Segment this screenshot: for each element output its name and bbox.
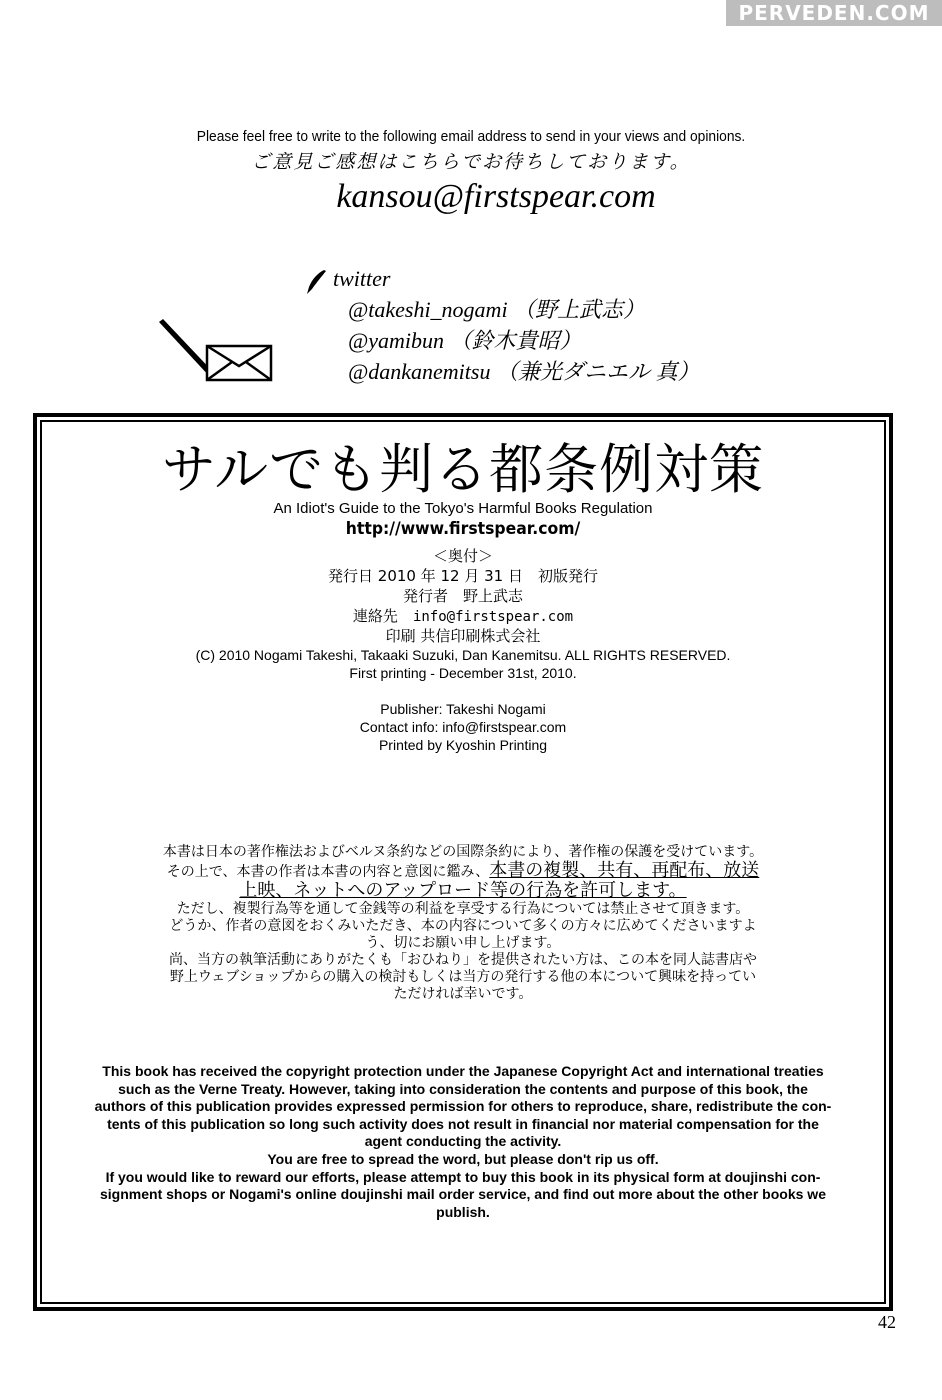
notice-en-line: signment shops or Nogami's online doujinshi mail order service, and find out more about the other books we (100, 1186, 826, 1203)
issue-date-line (40, 566, 886, 586)
notice-ja-line: 尚、当方の執筆活動にありがたくも「おひねり」を提供されたい方は、この本を同人誌書店や (169, 952, 757, 968)
okuzuke-header: ＜奥付＞ (432, 547, 493, 565)
notice-ja-line (40, 861, 886, 881)
notice-ja-text: その上で、本書の作者は本書の内容と意図に鑑み、 (166, 864, 490, 880)
copyright-notice-ja (40, 844, 886, 1003)
book-title-en: An Idiot's Guide to the Tokyo's Harmful Books Regulation (273, 500, 653, 517)
pen-and-envelope-icon (157, 318, 275, 384)
issue-date-label: 発行日 (328, 567, 374, 585)
copyright-notice-en (64, 1063, 862, 1221)
pen-nib-icon (305, 269, 327, 295)
site-watermark: PERVEDEN.COM (726, 0, 942, 26)
twitter-account-3: @dankanemitsu （兼光ダニエル 真） (348, 359, 700, 384)
notice-en-line: such as the Verne Treaty. However, taking into consideration the contents and purpose of this book, the (118, 1080, 808, 1097)
notice-ja-line: ただければ幸いです。 (393, 986, 533, 1002)
publisher-label: 発行者 (402, 587, 448, 605)
website-url: http://www.firstspear.com/ (345, 519, 581, 539)
issue-date-value: 2010 年 12 月 31 日 初版発行 (377, 567, 598, 585)
printing-value: 共信印刷株式会社 (420, 627, 541, 645)
publisher-value: 野上武志 (463, 587, 524, 605)
twitter-account-1: @takeshi_nogami （野上武志） (348, 297, 646, 322)
notice-ja-line: う、切にお願い申し上げます。 (365, 935, 561, 951)
notice-ja-emphasis: 上映、ネットへのアップロード等の行為を許可します。 (239, 880, 687, 901)
notice-ja-line: 野上ウェブショップからの購入の検討もしくは当方の発行する他の本について興味を持ってい (169, 969, 757, 985)
contact-email: kansou@firstspear.com (336, 178, 656, 215)
printing-line (40, 626, 886, 646)
notice-en-line: You are free to spread the word, but please don't rip us off. (267, 1150, 659, 1167)
notice-ja-emphasis: 本書の複製、共有、再配布、放送 (489, 860, 760, 881)
contact-en-line: Contact info: info@firstspear.com (359, 719, 567, 735)
colophon-block (40, 438, 886, 754)
notice-ja-line: ただし、複製行為等を通して金銭等の利益を享受する行為については禁止させて頂きます。 (176, 901, 750, 917)
notice-en-line: publish. (436, 1203, 490, 1220)
contact-section (0, 128, 942, 216)
twitter-label: twitter (333, 266, 391, 291)
contact-label: 連絡先 (352, 607, 398, 625)
twitter-section (305, 263, 699, 387)
notice-en-line: If you would like to reward our efforts, please attempt to buy this book in its physical form at doujinshi con- (105, 1168, 821, 1185)
twitter-account-2: @yamibun （鈴木貴昭） (348, 328, 582, 353)
notice-en-line: authors of this publication provides expressed permission for others to reproduce, share, redistribute the con- (94, 1098, 832, 1115)
printed-by-line: Printed by Kyoshin Printing (378, 737, 548, 753)
printing-label: 印刷 (385, 627, 416, 645)
book-title-ja: サルでも判る都条例対策 (161, 438, 765, 501)
copyright-line: (C) 2010 Nogami Takeshi, Takaaki Suzuki, Dan Kanemitsu. ALL RIGHTS RESERVED. (195, 647, 731, 663)
notice-ja-line: どうか、作者の意図をおくみいただき、本の内容について多くの方々に広めてくださいますよ (169, 918, 757, 934)
notice-en-line: agent conducting the activity. (364, 1133, 562, 1150)
contact-line (40, 606, 886, 626)
notice-ja-line (40, 881, 886, 901)
publisher-line (40, 586, 886, 606)
contact-intro-en: Please feel free to write to the following email address to send in your views and opinions. (196, 128, 746, 145)
first-printing-line: First printing - December 31st, 2010. (349, 665, 577, 681)
contact-intro-ja: ご意見ご感想はこちらでお待ちしております。 (251, 151, 691, 173)
contact-value: info@firstspear.com (412, 609, 574, 625)
notice-en-line: This book has received the copyright protection under the Japanese Copyright Act and international treaties (102, 1063, 824, 1079)
notice-ja-line: 本書は日本の著作権法およびベルヌ条約などの国際条約により、著作権の保護を受けています。 (162, 844, 764, 860)
publisher-en-line: Publisher: Takeshi Nogami (380, 701, 546, 717)
okuzuke-block (40, 546, 886, 646)
notice-en-line: tents of this publication so long such activity does not result in financial nor material compensation for the (107, 1115, 819, 1132)
page-number: 42 (878, 1312, 896, 1332)
